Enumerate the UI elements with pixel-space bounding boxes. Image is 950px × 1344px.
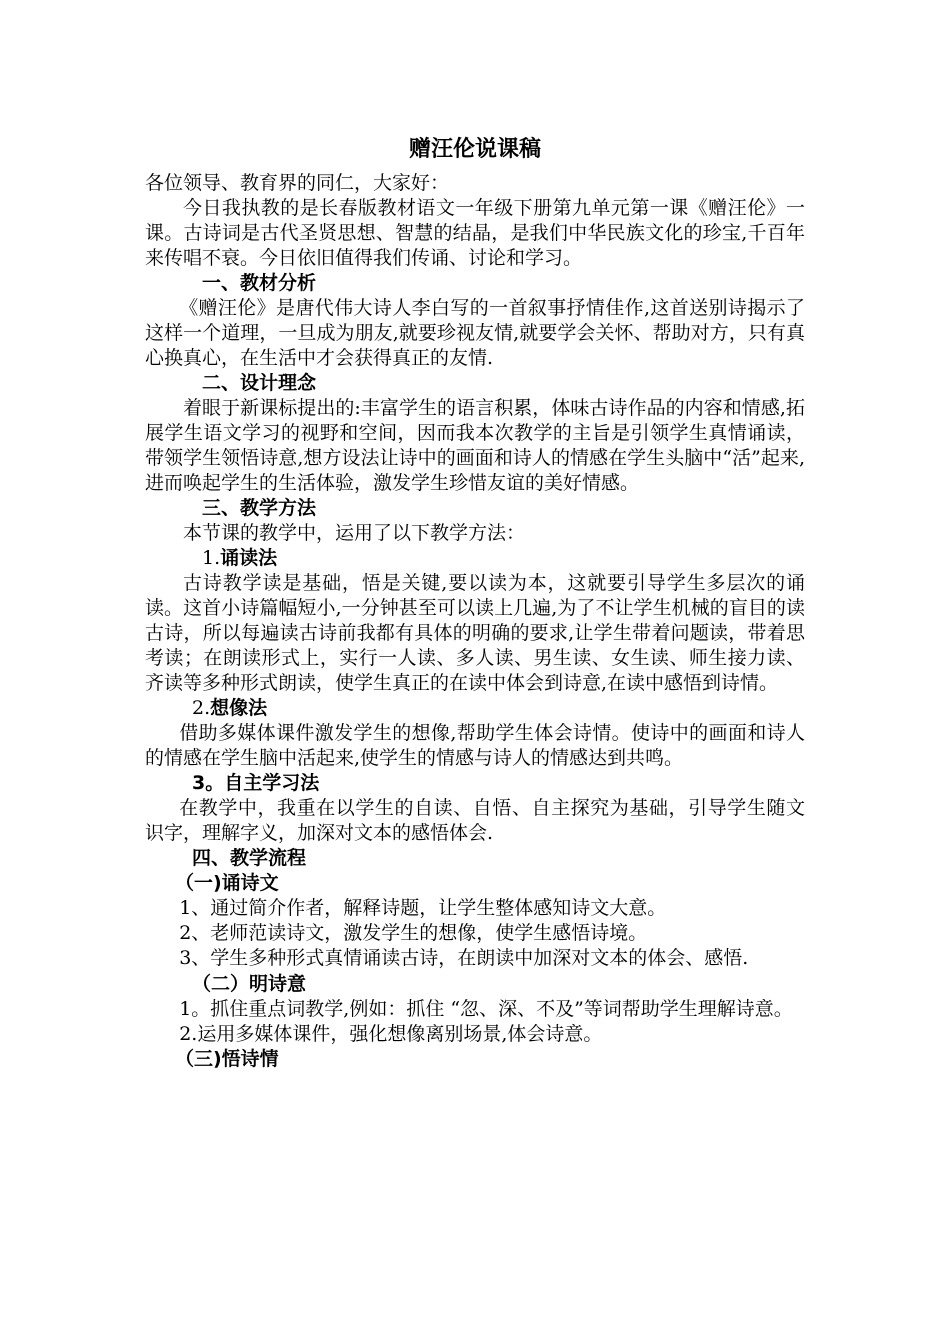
process-heading-recite: （一)诵诗文 xyxy=(175,872,279,894)
list-item: 2、老师范读诗文，激发学生的想像，使学生感悟诗境。 xyxy=(179,922,648,944)
materials-paragraph: 《赠汪伦》是唐代伟大诗人李白写的一首叙事抒情佳作,这首送别诗揭示了这样一个道理，一旦成为朋友,就要珍视友情,就要学会关怀、帮助对方，只有真心换真心，在生活中才会获得真正的友情. xyxy=(145,297,805,369)
section-heading-process: 四、教学流程 xyxy=(192,847,307,869)
intro-paragraph: 今日我执教的是长春版教材语文一年级下册第九单元第一课《赠汪伦》一课。古诗词是古代圣贤思想、智慧的结晶，是我们中华民族文化的珍宝,千百年来传唱不衰。今日依旧值得我们传诵、讨论和学习。 xyxy=(145,197,805,269)
list-item: 2.运用多媒体课件，强化想像离别场景,体会诗意。 xyxy=(179,1023,603,1045)
method-heading-imagination xyxy=(145,696,805,721)
process-heading-meaning: （二）明诗意 xyxy=(192,973,307,995)
page-title: 赠汪伦说课稿 xyxy=(408,137,541,162)
method-number: 2. xyxy=(192,697,211,719)
design-paragraph: 着眼于新课标提出的:丰富学生的语言积累，体味古诗作品的内容和情感,拓展学生语文学习的视野和空间，因而我本次教学的主旨是引领学生真情诵读，带领学生领悟诗意,想方设法让诗中的画面和诗人的情感在学生头脑中“活”起来,进而唤起学生的生活体验，激发学生珍惜友谊的美好情感。 xyxy=(145,397,805,494)
section-heading-materials: 一、教材分析 xyxy=(202,272,317,294)
list-item: 1。抓住重点词教学,例如：抓住 “忽、深、不及”等词帮助学生理解诗意。 xyxy=(179,998,793,1020)
greeting: 各位领导、教育界的同仁，大家好： xyxy=(145,172,450,194)
list-item: 1、通过简介作者，解释诗题，让学生整体感知诗文大意。 xyxy=(179,897,667,919)
self-study-paragraph: 在教学中，我重在以学生的自读、自悟、自主探究为基础，引导学生随文识字，理解字义，加深对文本的感悟体会. xyxy=(145,797,805,844)
method-name: 想像法 xyxy=(210,697,268,719)
method-number: 1. xyxy=(202,547,221,569)
imagination-paragraph: 借助多媒体课件激发学生的想像,帮助学生体会诗情。使诗中的画面和诗人的情感在学生脑中活起来,使学生的情感与诗人的情感达到共鸣。 xyxy=(145,722,805,769)
methods-intro: 本节课的教学中，运用了以下教学方法： xyxy=(183,522,526,544)
section-heading-methods: 三、教学方法 xyxy=(202,497,317,519)
method-heading-recitation xyxy=(145,546,805,571)
method-name: 诵读法 xyxy=(220,547,278,569)
process-heading-feeling: （三)悟诗情 xyxy=(175,1048,279,1070)
method-heading-self-study: 3。自主学习法 xyxy=(192,772,320,794)
document-body xyxy=(145,135,805,1072)
recitation-paragraph: 古诗教学读是基础，悟是关键,要以读为本，这就要引导学生多层次的诵读。这首小诗篇幅短小,一分钟甚至可以读上几遍,为了不让学生机械的盲目的读古诗，所以每遍读古诗前我都有具体的明确的要求,让学生带着问题读，带着思考读；在朗读形式上，实行一人读、多人读、男生读、女生读、师生接力读、齐读等多种形式朗读，使学生真正的在读中体会到诗意,在读中感悟到诗情。 xyxy=(145,572,805,694)
section-heading-design: 二、设计理念 xyxy=(202,372,317,394)
list-item: 3、学生多种形式真情诵读古诗，在朗读中加深对文本的体会、感悟. xyxy=(179,947,749,969)
